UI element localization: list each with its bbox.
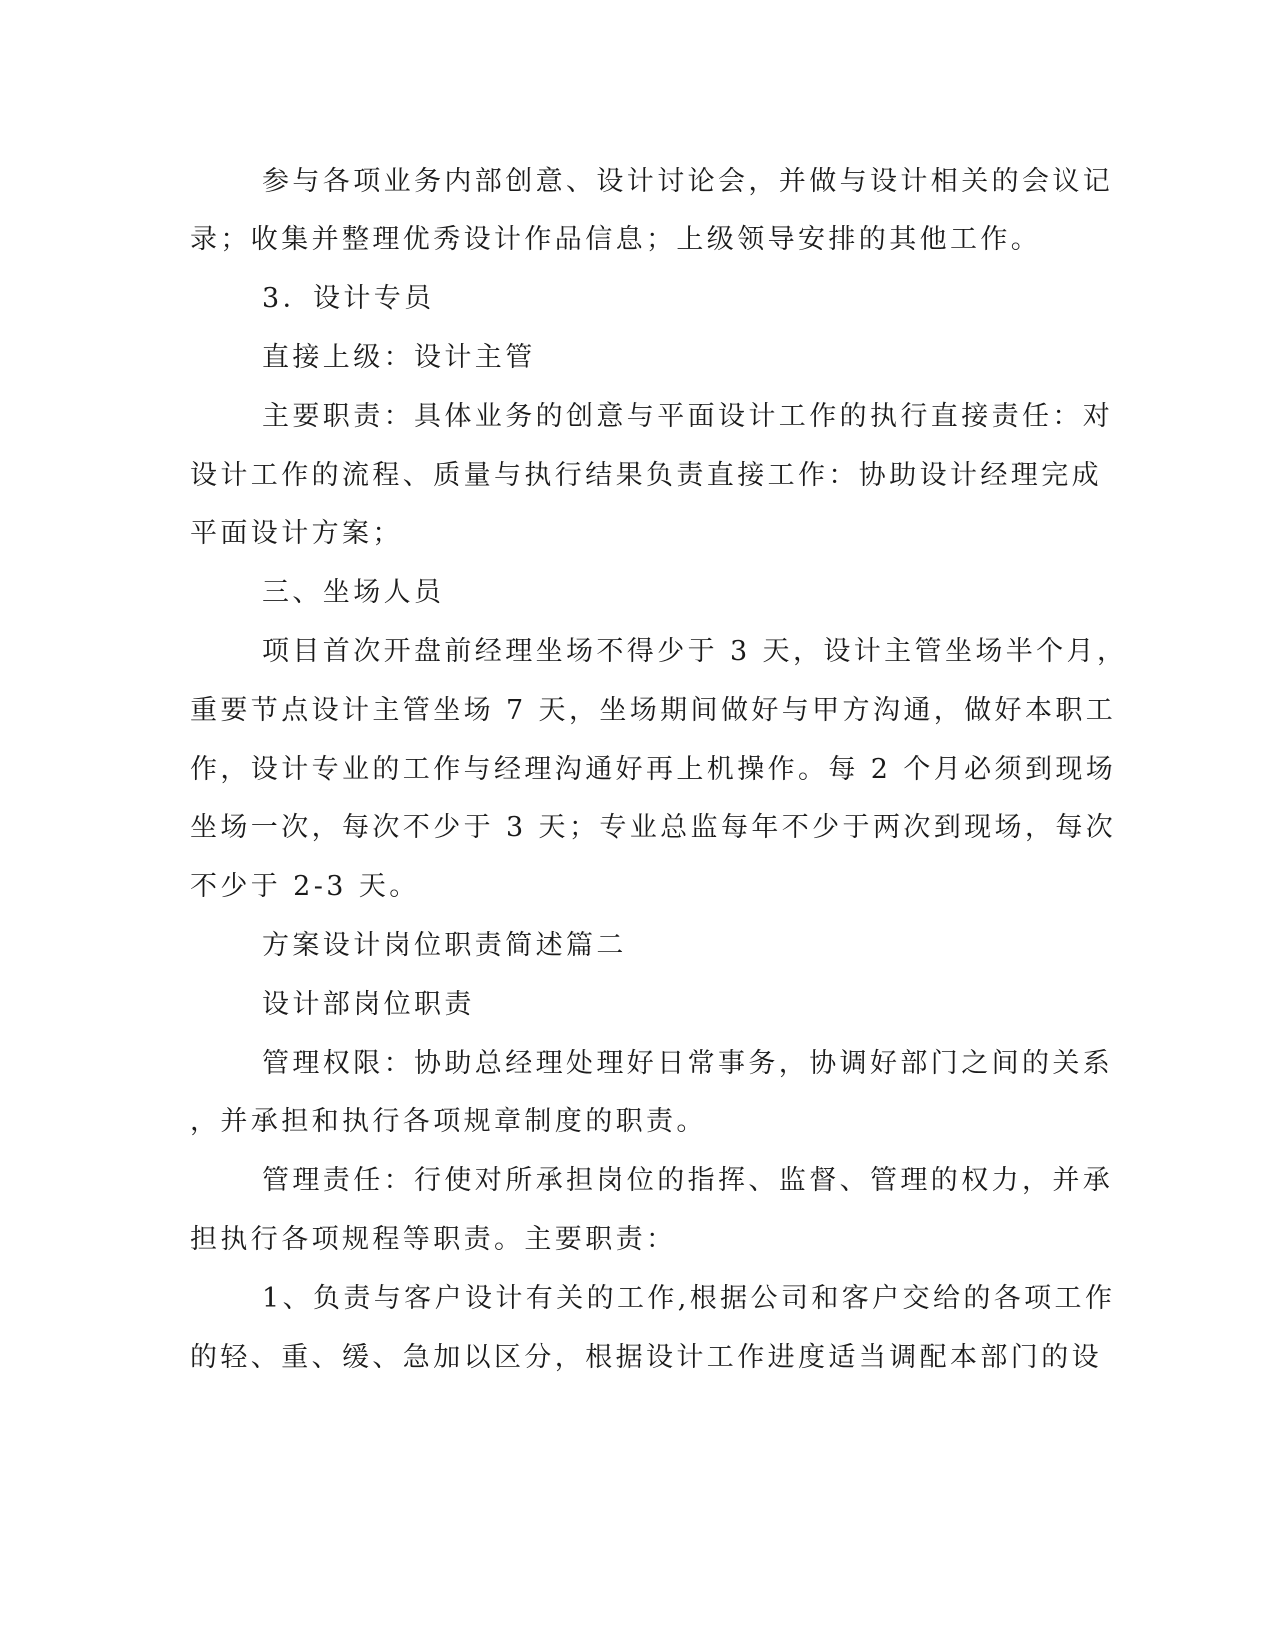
paragraph-line: 设计工作的流程、质量与执行结果负责直接工作：协助设计经理完成 — [190, 460, 1102, 491]
paragraph-line: 直接上级：设计主管 — [262, 342, 536, 373]
paragraph-line: 参与各项业务内部创意、设计讨论会，并做与设计相关的会议记 — [262, 166, 1114, 197]
paragraph-line: 项目首次开盘前经理坐场不得少于 3 天，设计主管坐场半个月， — [262, 636, 1128, 667]
paragraph-line: 的轻、重、缓、急加以区分，根据设计工作进度适当调配本部门的设 — [190, 1342, 1102, 1373]
paragraph-line: 坐场一次，每次不少于 3 天；专业总监每年不少于两次到现场，每次 — [190, 812, 1117, 843]
paragraph-line: 录；收集并整理优秀设计作品信息；上级领导安排的其他工作。 — [190, 224, 1042, 255]
paragraph-line: 管理责任：行使对所承担岗位的指挥、监督、管理的权力，并承 — [262, 1165, 1114, 1196]
paragraph-line: 平面设计方案； — [190, 518, 403, 549]
list-heading-design-specialist: 3．设计专员 — [262, 283, 435, 314]
paragraph-line: 主要职责：具体业务的创意与平面设计工作的执行直接责任：对 — [262, 401, 1114, 432]
paragraph-line: 1、负责与客户设计有关的工作,根据公司和客户交给的各项工作 — [262, 1283, 1116, 1314]
paragraph-line: 作，设计专业的工作与经理沟通好再上机操作。每 2 个月必须到现场 — [190, 754, 1117, 785]
paragraph-line: 不少于 2-3 天。 — [190, 871, 420, 902]
section-heading-design-dept: 设计部岗位职责 — [262, 989, 475, 1020]
section-heading-onsite-staff: 三、坐场人员 — [262, 577, 445, 608]
paragraph-line: 担执行各项规程等职责。主要职责： — [190, 1224, 677, 1255]
paragraph-line: ，并承担和执行各项规章制度的职责。 — [190, 1106, 707, 1137]
section-title-part-two: 方案设计岗位职责简述篇二 — [262, 930, 627, 961]
paragraph-line: 管理权限：协助总经理处理好日常事务，协调好部门之间的关系 — [262, 1048, 1114, 1079]
paragraph-line: 重要节点设计主管坐场 7 天，坐场期间做好与甲方沟通，做好本职工 — [190, 695, 1117, 726]
